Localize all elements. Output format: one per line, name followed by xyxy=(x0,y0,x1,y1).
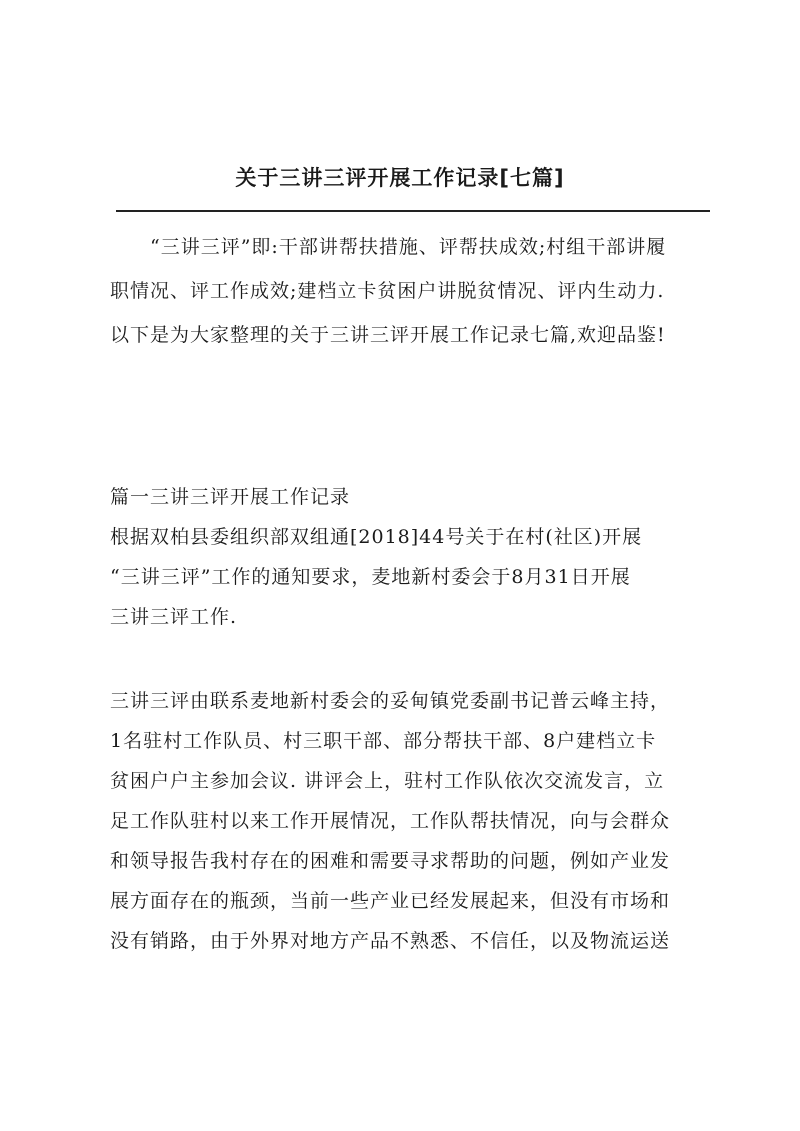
intro-line: 职情况、评工作成效;建档立卡贫困户讲脱贫情况、评内生动力. xyxy=(110,280,665,302)
title-divider xyxy=(116,210,710,212)
section-heading: 篇一三讲三评开展工作记录 xyxy=(110,486,351,508)
body-line: “三讲三评”工作的通知要求，麦地新村委会于8月31日开展 xyxy=(110,566,631,588)
body-line: 三讲三评工作. xyxy=(110,606,238,628)
body-line: 三讲三评由联系麦地新村委会的妥甸镇党委副书记普云峰主持， xyxy=(110,690,671,712)
body-line: 根据双柏县委组织部双组通[2018]44号关于在村(社区)开展 xyxy=(110,526,643,548)
intro-line: 以下是为大家整理的关于三讲三评开展工作记录七篇,欢迎品鉴! xyxy=(110,324,666,346)
intro-line: “三讲三评”即:干部讲帮扶措施、评帮扶成效;村组干部讲履 xyxy=(110,236,667,258)
intro-paragraph xyxy=(110,225,710,357)
section-1-paragraph-2 xyxy=(110,681,710,961)
section-1 xyxy=(110,477,710,637)
body-line: 和领导报告我村存在的困难和需要寻求帮助的问题，例如产业发 xyxy=(110,850,671,872)
document-title: 关于三讲三评开展工作记录[七篇] xyxy=(235,166,565,190)
body-line: 没有销路，由于外界对地方产品不熟悉、不信任，以及物流运送 xyxy=(110,930,671,952)
body-line: 贫困户户主参加会议. 讲评会上，驻村工作队依次交流发言，立 xyxy=(110,770,665,792)
body-line: 展方面存在的瓶颈，当前一些产业已经发展起来，但没有市场和 xyxy=(110,890,671,912)
body-line: 足工作队驻村以来工作开展情况，工作队帮扶情况，向与会群众 xyxy=(110,810,671,832)
body-line: 1名驻村工作队员、村三职干部、部分帮扶干部、8户建档立卡 xyxy=(110,730,657,752)
